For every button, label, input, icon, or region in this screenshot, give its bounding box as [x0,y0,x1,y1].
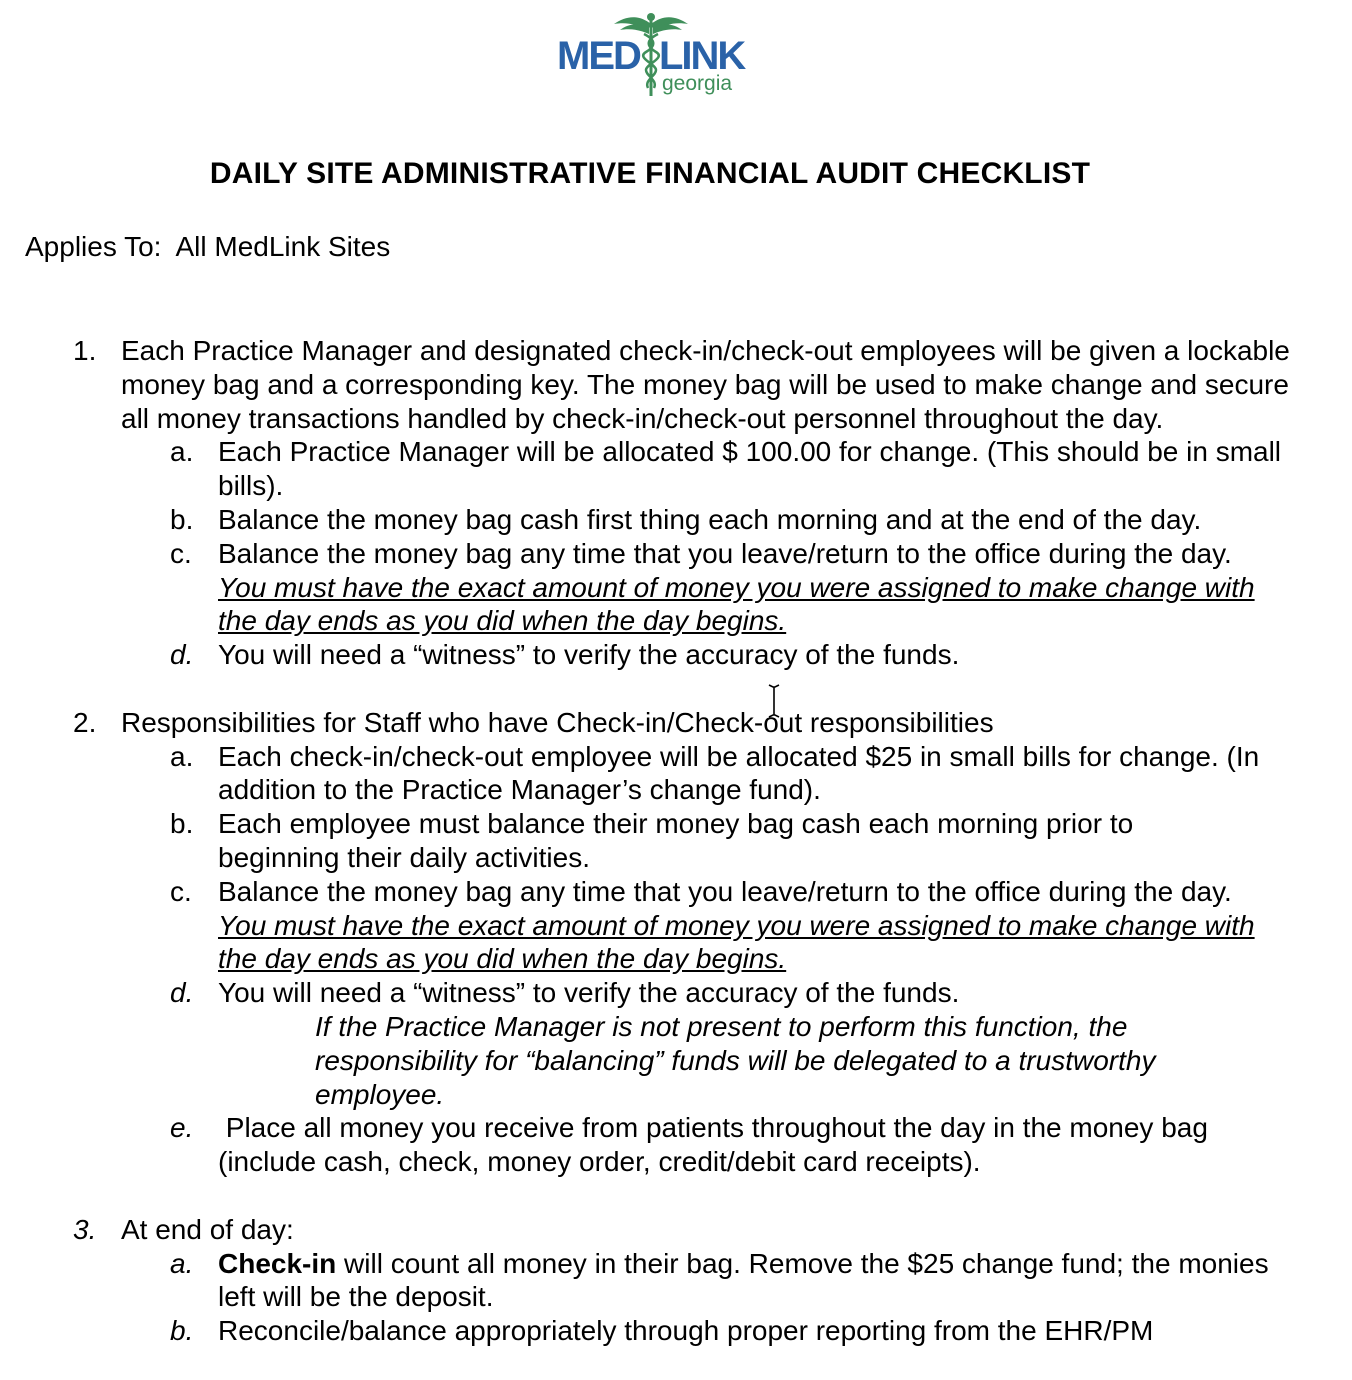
section-2-item-a [0,740,1352,808]
item-text: will count all money in their bag. Remove the $25 change fund; the monies left will be the deposit. [218,1247,1277,1313]
item-emphasis: You must have the exact amount of money you were assigned to make change with the day ends as you did when the day begins. [218,909,1255,975]
section-number: 3. [73,1213,97,1245]
item-content [218,1247,1282,1315]
item-letter: b. [170,1315,194,1347]
item-letter: b. [170,503,194,535]
item-letter: a. [170,1247,194,1279]
item-letter: d. [170,977,194,1009]
item-letter: e. [170,1112,194,1144]
section-1 [0,334,1352,435]
item-bold-term: Check-in [218,1247,337,1279]
item-letter: d. [170,639,194,671]
section-text: At end of day: [121,1213,294,1245]
section-2-item-b [0,807,1352,875]
section-number: 2. [73,706,97,738]
blank-line [0,672,1352,706]
section-text: Responsibilities for Staff who have Check-in/Check-out responsibilities [121,706,994,738]
section-2-item-e [0,1111,1352,1179]
section-1-item-d [0,638,1352,672]
section-1-item-c [0,537,1352,638]
medlink-georgia-logo [556,10,746,100]
logo-tagline: georgia [662,72,733,95]
item-text: You will need a “witness” to verify the accuracy of the funds. [218,639,960,671]
item-text: You will need a “witness” to verify the accuracy of the funds. [218,977,960,1009]
item-text: Each check-in/check-out employee will be allocated $25 in small bills for change. (In addition to the Practice Manager’s change fund). [218,740,1260,806]
item-letter: a. [170,740,194,772]
section-1-item-b [0,503,1352,537]
item-emphasis: You must have the exact amount of money you were assigned to make change with the day ends as you did when the day begins. [218,571,1255,637]
item-letter: b. [170,808,194,840]
item-letter: c. [170,537,192,569]
text-cursor-icon [766,683,782,719]
section-1-item-a [0,435,1352,503]
section-text: Each Practice Manager and designated check-in/check-out employees will be given a lockable money bag and a corresponding key. The money bag will be used to make change and secure all money transactions handled by check-in/check-out personnel throughout the day. [121,335,1290,434]
page-title: DAILY SITE ADMINISTRATIVE FINANCIAL AUDIT CHECKLIST [209,157,1091,190]
item-text: Balance the money bag any time that you leave/return to the office during the day. [218,875,1248,907]
section-2-item-d [0,976,1352,1010]
item-text: Reconcile/balance appropriately through proper reporting from the EHR/PM [218,1315,1154,1347]
section-2-item-d-note [0,1010,1352,1111]
section-3-item-b [0,1314,1352,1348]
item-content [218,537,1282,638]
item-letter: a. [170,436,194,468]
item-content [218,875,1282,976]
logo-word-med: MED [557,34,640,78]
item-letter: c. [170,875,192,907]
blank-line [0,1179,1352,1213]
logo-word-link: LINK [659,34,745,78]
section-3-item-a [0,1247,1352,1315]
applies-to: Applies To: All MedLink Sites [25,231,391,262]
item-text: Each Practice Manager will be allocated $ 100.00 for change. (This should be in small bills). [218,436,1282,502]
section-2 [0,706,1352,740]
section-number: 1. [73,335,97,366]
item-text: Balance the money bag any time that you leave/return to the office during the day. [218,537,1248,569]
item-note: If the Practice Manager is not present to perform this function, the responsibility for “balancing” funds will be delegated to a trustworthy employee. [315,1010,1156,1110]
checklist-body [0,334,1352,1348]
item-text: Each employee must balance their money bag cash each morning prior to beginning their daily activities. [218,808,1134,873]
item-text: Balance the money bag cash first thing each morning and at the end of the day. [218,503,1202,535]
item-text: Place all money you receive from patients throughout the day in the money bag (include cash, check, money order, credit/debit card receipts). [218,1112,1216,1178]
section-2-item-c [0,875,1352,976]
section-3 [0,1213,1352,1247]
